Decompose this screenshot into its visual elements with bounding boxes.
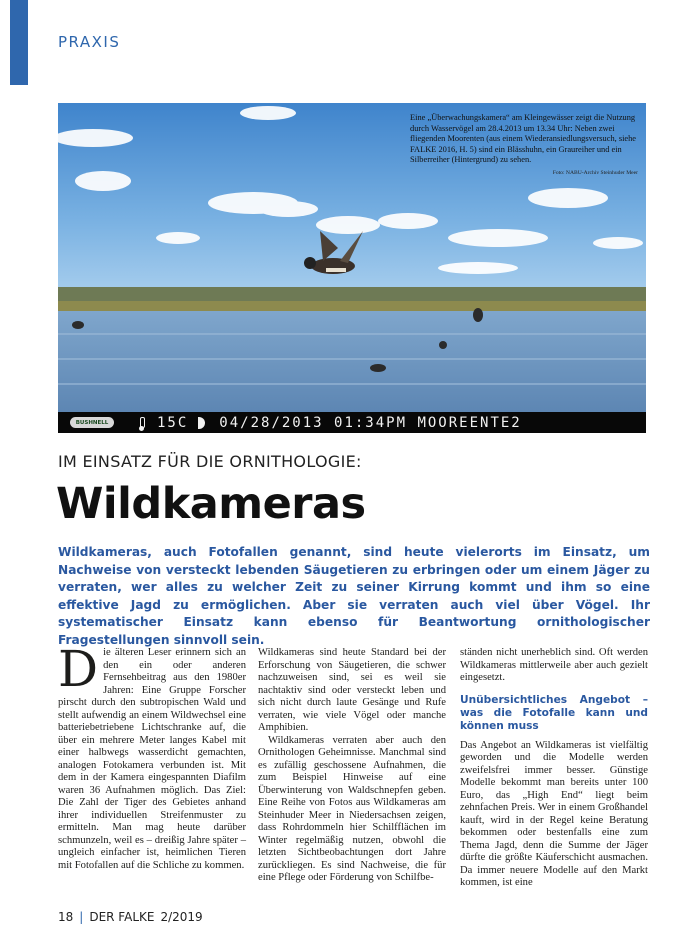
body-column-2 (258, 647, 446, 885)
magazine-name: DER FALKE (89, 910, 155, 924)
camera-timestamp: 04/28/2013 01:34PM MOOREENTE2 (219, 414, 522, 431)
issue-number: 2/2019 (160, 910, 203, 924)
body-paragraph: ie älteren Leser erinnern sich an den ein oder anderen Fernsehbeitrag aus den 1980er Jahren: Eine Gruppe Forscher pirscht durch den subtropischen Wald und stellt aufwendig an einem Wildwechsel eine batteriebetriebene Lichtschranke auf, die über ein mehrere Meter langes Kabel mit einer halbwegs wasserdicht gemachten, analogen Fotokamera verbunden ist. Mit dem in der Kamera eingespannten Diafilm waren 36 Aufnahmen möglich. Das Ziel: Die Zahl der Tiger des Gebietes anhand ihrer individuellen Streifenmuster zu ermitteln. Man mag heute darüber schmunzeln, weil es – dreißig Jahre später – ungleich einfacher ist, heimlichen Tieren mit Fotofallen auf die Schliche zu kommen. (58, 647, 246, 871)
section-label: PRAXIS (58, 33, 121, 51)
photo-credit: Foto: NABU-Archiv Steinhuder Meer (552, 169, 638, 176)
article-kicker: IM EINSATZ FÜR DIE ORNITHOLOGIE: (58, 452, 362, 471)
drop-cap: D (58, 640, 99, 698)
camera-logo: BUSHNELL (70, 417, 114, 428)
reeds (58, 301, 646, 311)
article-lead: Wildkameras, auch Fotofallen genannt, sind heute vielerorts im Einsatz, um Nachweise von versteckt lebenden Säugetieren zu erbringen oder um einem Jäger zu verraten, wer alles zu welcher Zeit zu seiner Kirrung kommt und ihm so eine effektive Jagd zu ermöglichen. Aber sie verraten auch viel über Vögel. Ihr systematischer Einsatz kann ebenso für Beantwortung ornithologischer Fragestellungen sinnvoll sein. (58, 545, 650, 647)
wildlife-camera-photo (58, 103, 646, 433)
water (58, 311, 646, 412)
body-column-3 (460, 647, 648, 890)
body-paragraph: Das Angebot an Wildkameras ist vielfältig geworden und die Modelle werden zweifelsfrei immer besser. Günstige Modelle bekommt man bereits unter 100 Euro, das „High End“ liegt beim zehnfachen Preis. Wer in einem Großhandel kauft, wird in der Regel keine Beratung bekommen oder bestenfalls eine zum Thema Jagd, denn die Summe der Jäger dürfte die größte Käuferschicht ausmachen. Da immer neuere Modelle auf den Markt kommen, ist eine (460, 739, 648, 888)
body-paragraph: ständen nicht unerheblich sind. Oft werden Wildkameras mittlerweile aber auch gezielt eingesetzt. (460, 647, 648, 683)
section-subheading: Unübersichtliches Angebot – was die Fotofalle kann und können muss (460, 693, 648, 732)
page-footer (58, 910, 203, 924)
moon-phase-icon (198, 417, 205, 429)
footer-separator: | (79, 910, 84, 924)
article-title: Wildkameras (56, 479, 366, 529)
camera-info-bar (58, 412, 646, 433)
body-column-1 (58, 640, 246, 872)
section-color-bar (10, 0, 28, 85)
camera-temperature: 15C (157, 414, 189, 431)
photo-caption (410, 113, 638, 179)
page-number: 18 (58, 910, 74, 924)
thermometer-icon (140, 417, 145, 428)
body-paragraph: Wildkameras sind heute Standard bei der Erforschung von Säugetieren, die schwer nachzuweisen sind, sei es weil sie nachtaktiv sind oder versteckt leben und sich nicht durch laute Gesänge und Rufe verraten, wie viele Vögel oder manche Amphibien. (258, 647, 446, 733)
caption-text: Eine „Überwachungskamera“ am Kleingewässer zeigt die Nutzung durch Wasservögel am 28.4.2013 um 13.34 Uhr: Neben zwei fliegenden Moorenten (aus einem Wiederansiedlungsversuch, siehe FALKE 2016, H. 5) sind ein Blässhuhn, ein Graureiher und ein Silberreiher (Hintergrund) zu sehen. (410, 113, 637, 165)
body-paragraph: Wildkameras verraten aber auch den Ornithologen Geheimnisse. Manchmal sind es zufällig geschossene Aufnahmen, die zum Beispiel Hinweise auf eine Überwinterung von Waldschnepfen geben. Eine Reihe von Fotos aus Wildkameras am Steinhuder Meer in Niedersachsen zeigen, dass Rohrdommeln hier Schilfflächen im Winter regelmäßig nutzen, obwohl die letzten Sichtbeobachtungen dort Jahre zurückliegen. Es sind Nachweise, die für eine Pflege oder Förderung von Schilfbe- (258, 734, 446, 883)
